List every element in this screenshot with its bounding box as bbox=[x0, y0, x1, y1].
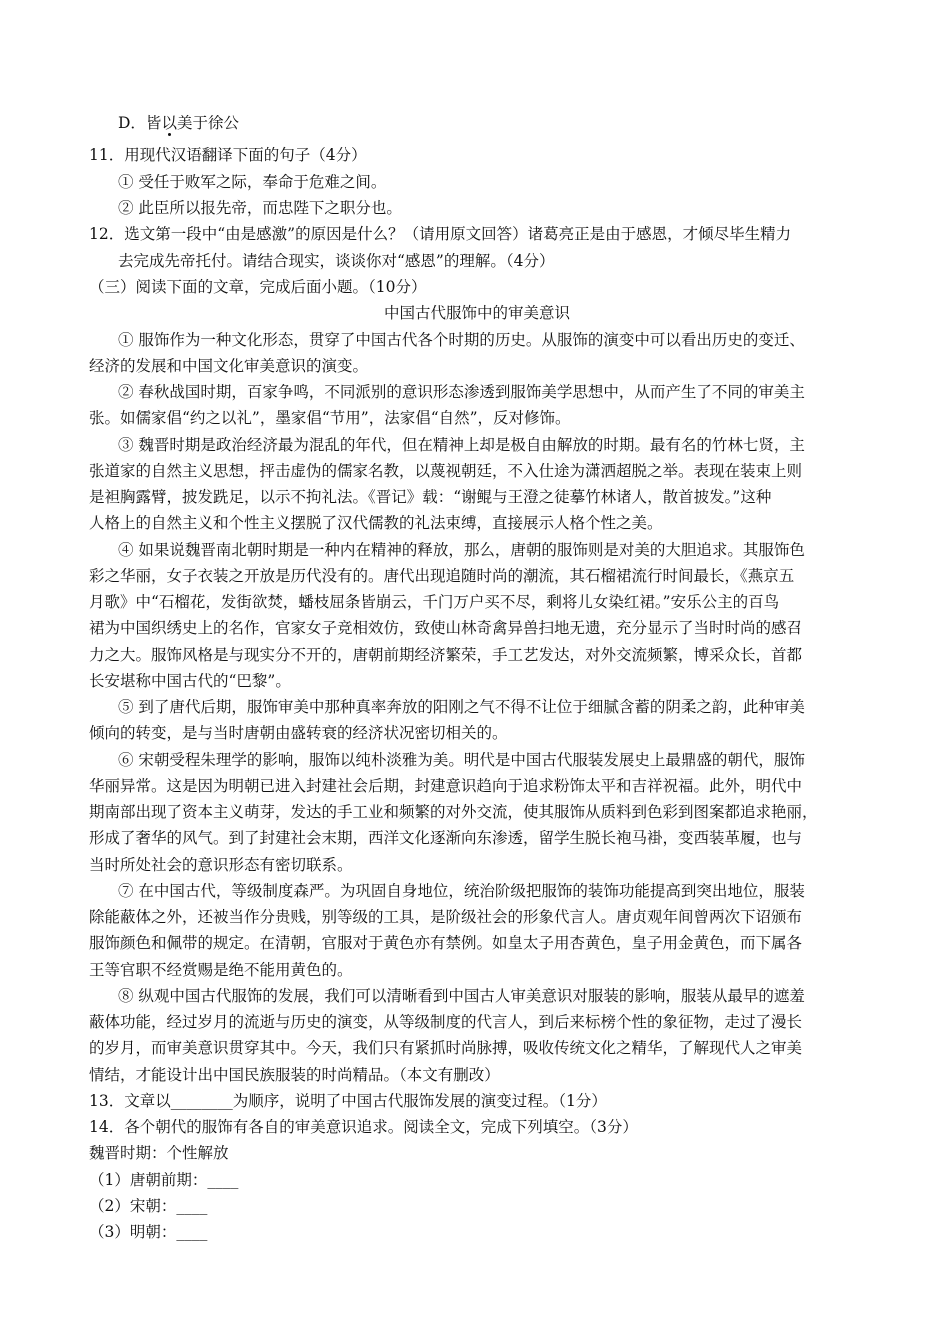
section-3-intro: （三）阅读下面的文章，完成后面小题。（10分） bbox=[89, 278, 427, 296]
paragraph-1-line: 经济的发展和中国文化审美意识的演变。 bbox=[89, 357, 369, 375]
paragraph-8-line: 的岁月，而审美意识贯穿其中。今天，我们只有紧抓时尚脉搏，吸收传统文化之精华，了解现代人之审美 bbox=[89, 1039, 803, 1057]
paragraph-6-line: 华丽异常。这是因为明朝已进入封建社会后期，封建意识趋向于追求粉饰太平和吉祥祝福。此外，明代中 bbox=[89, 777, 803, 795]
paragraph-7-line: 王等官职不经赏赐是绝不能用黄色的。 bbox=[89, 961, 353, 979]
paragraph-4-line: 月歌》中“石榴花，发街欲焚，蟠枝屈条皆崩云，千门万户买不尽，剩将儿女染红裙。”安乐公主的百鸟 bbox=[89, 593, 780, 611]
paragraph-8-line: ⑧ 纵观中国古代服饰的发展，我们可以清晰看到中国古人审美意识对服装的影响，服装从最早的遮羞 bbox=[118, 987, 805, 1005]
emphasis-dot-char: 以 bbox=[161, 114, 177, 132]
article-title: 中国古代服饰中的审美意识 bbox=[384, 304, 571, 322]
option-d-prefix: D．皆 bbox=[118, 114, 162, 132]
q10-option-d bbox=[118, 111, 239, 135]
paragraph-7-line: ⑦ 在中国古代，等级制度森严。为巩固自身地位，统治阶级把服饰的装饰功能提高到突出地位，服装 bbox=[118, 882, 805, 900]
paragraph-3-line: ③ 魏晋时期是政治经济最为混乱的年代，但在精神上却是极自由解放的时期。最有名的竹林七贤，主 bbox=[118, 436, 805, 454]
paragraph-7-line: 除能蔽体之外，还被当作分贵贱，别等级的工具，是阶级社会的形象代言人。唐贞观年间曾两次下诏颁布 bbox=[89, 908, 803, 926]
paragraph-4-line: 彩之华丽，女子衣装之开放是历代没有的。唐代出现追随时尚的潮流，其石榴裙流行时间最长，《燕京五 bbox=[89, 567, 795, 585]
option-d-suffix: 美于徐公 bbox=[176, 114, 239, 132]
q13-stem: 13．文章以________为顺序，说明了中国古代服饰发展的演变过程。（1分） bbox=[89, 1092, 607, 1110]
paragraph-1-line: ① 服饰作为一种文化形态，贯穿了中国古代各个时期的历史。从服饰的演变中可以看出历史的变迁、 bbox=[118, 331, 805, 349]
paragraph-6-line: 期南部出现了资本主义萌芽，发达的手工业和频繁的对外交流，使其服饰从质料到色彩到图案都追求艳丽， bbox=[89, 803, 818, 821]
paragraph-3-line: 张道家的自然主义思想，抨击虚伪的儒家名教，以蔑视朝廷，不入仕途为潇洒超脱之举。表现在装束上则 bbox=[89, 462, 803, 480]
paragraph-4-line: 力之大。服饰风格是与现实分不开的，唐朝前期经济繁荣，手工艺发达，对外交流频繁，博采众长，首都 bbox=[89, 646, 803, 664]
q11-sentence-2: ② 此臣所以报先帝，而忠陛下之职分也。 bbox=[118, 199, 402, 217]
paragraph-6-line: 形成了奢华的风气。到了封建社会末期，西洋文化逐渐向东渗透，留学生脱长袍马褂，变西装革履，也与 bbox=[89, 829, 803, 847]
q11-sentence-1: ① 受任于败军之际，奉命于危难之间。 bbox=[118, 173, 387, 191]
q14-stem: 14．各个朝代的服饰有各自的审美意识追求。阅读全文，完成下列填空。（3分） bbox=[89, 1118, 638, 1136]
paragraph-2-line: ② 春秋战国时期，百家争鸣，不同派别的意识形态渗透到服饰美学思想中，从而产生了不同的审美主 bbox=[118, 383, 805, 401]
paragraph-4-line: 裙为中国织绣史上的名作，官家女子竞相效仿，致使山林奇禽异兽扫地无遗，充分显示了当时时尚的感召 bbox=[89, 619, 803, 637]
paragraph-8-line: 蔽体功能，经过岁月的流逝与历史的演变，从等级制度的代言人，到后来标榜个性的象征物，走过了漫长 bbox=[89, 1013, 803, 1031]
q14-blank-2: （2）宋朝：____ bbox=[89, 1197, 208, 1215]
paragraph-4-line: 长安堪称中国古代的“巴黎”。 bbox=[89, 672, 291, 690]
q12-line-1: 12．选文第一段中“由是感激”的原因是什么？（请用原文回答）诸葛亮正是由于感恩，才倾尽毕生精力 bbox=[89, 225, 792, 243]
q14-example: 魏晋时期：个性解放 bbox=[89, 1144, 229, 1162]
paragraph-5-line: 倾向的转变，是与当时唐朝由盛转衰的经济状况密切相关的。 bbox=[89, 724, 508, 742]
paragraph-5-line: ⑤ 到了唐代后期，服饰审美中那种真率奔放的阳刚之气不得不让位于细腻含蓄的阴柔之韵，此种审美 bbox=[118, 698, 805, 716]
q14-blank-3: （3）明朝：____ bbox=[89, 1223, 208, 1241]
paragraph-2-line: 张。如儒家倡“约之以礼”，墨家倡“节用”，法家倡“自然”，反对修饰。 bbox=[89, 409, 571, 427]
q11-stem: 11．用现代汉语翻译下面的句子（4分） bbox=[89, 146, 367, 164]
q14-blank-1: （1）唐朝前期：____ bbox=[89, 1171, 239, 1189]
q12-line-2: 去完成先帝托付。请结合现实，谈谈你对“感恩”的理解。（4分） bbox=[118, 252, 555, 270]
paragraph-3-line: 是袒胸露臂，披发跣足，以示不拘礼法。《晋记》载：“谢鲲与王澄之徒摹竹林诸人，散首披发。”这种 bbox=[89, 488, 772, 506]
paragraph-4-line: ④ 如果说魏晋南北朝时期是一种内在精神的释放，那么，唐朝的服饰则是对美的大胆追求。其服饰色 bbox=[118, 541, 805, 559]
paragraph-6-line: ⑥ 宋朝受程朱理学的影响，服饰以纯朴淡雅为美。明代是中国古代服装发展史上最鼎盛的朝代，服饰 bbox=[118, 751, 805, 769]
paragraph-7-line: 服饰颜色和佩带的规定。在清朝，官服对于黄色亦有禁例。如皇太子用杏黄色，皇子用金黄色，而下属各 bbox=[89, 934, 803, 952]
paragraph-3-line: 人格上的自然主义和个性主义摆脱了汉代儒教的礼法束缚，直接展示人格个性之美。 bbox=[89, 514, 663, 532]
paragraph-6-line: 当时所处社会的意识形态有密切联系。 bbox=[89, 856, 353, 874]
paragraph-8-line: 情结，才能设计出中国民族服装的时尚精品。（本文有删改） bbox=[89, 1066, 500, 1084]
